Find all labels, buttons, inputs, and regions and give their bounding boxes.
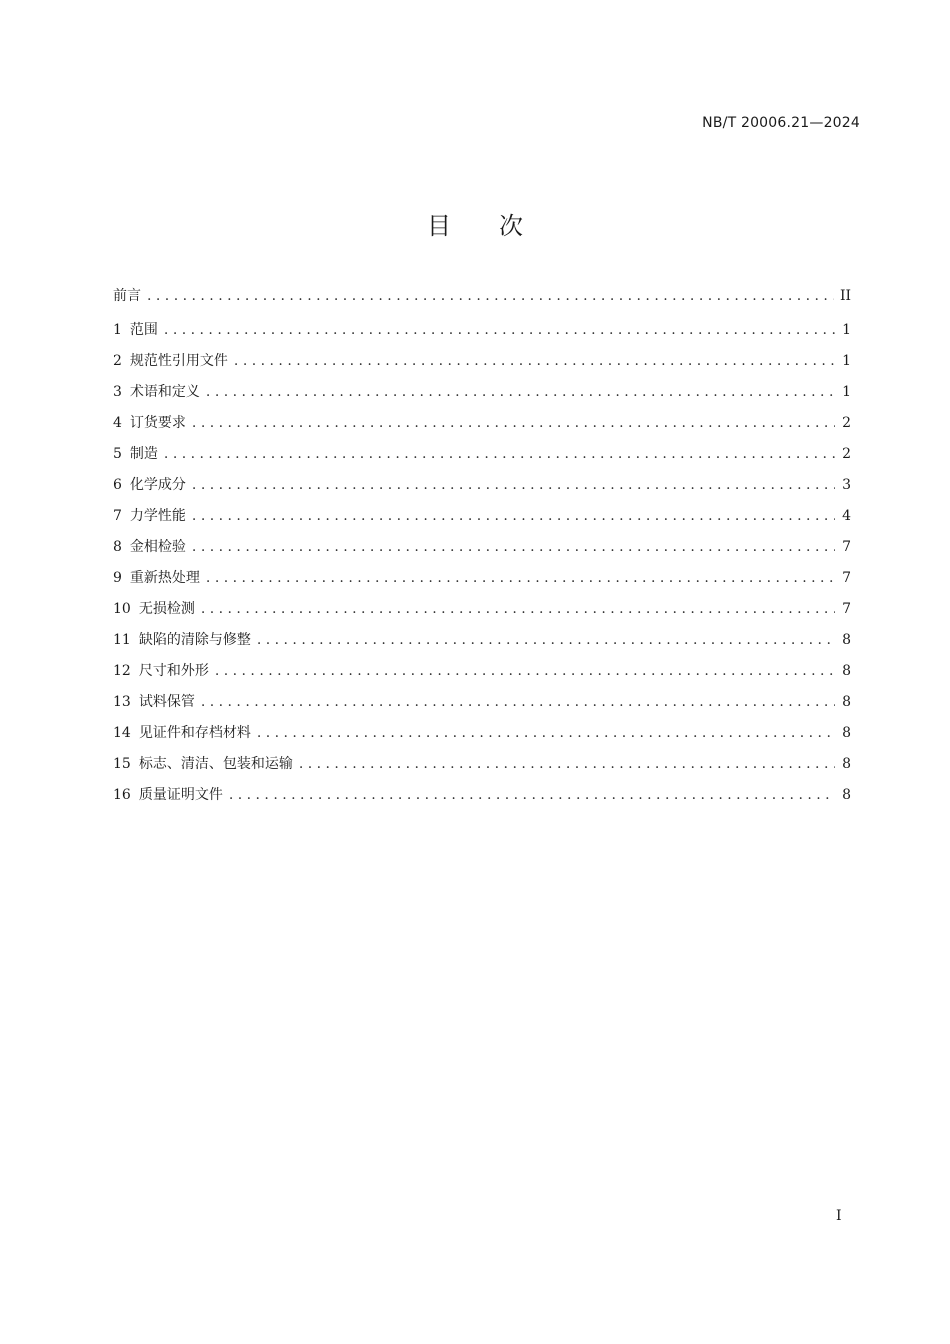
- toc-entry-number: 7: [113, 508, 122, 524]
- toc-leader-dots: [257, 725, 835, 741]
- toc-heading-char-1: 目: [427, 212, 451, 240]
- toc-leader-dots: [206, 384, 835, 400]
- toc-leader-dots: [164, 446, 835, 462]
- toc-entry-number: 3: [113, 384, 122, 400]
- toc-leader-dots: [192, 539, 835, 555]
- toc-entry-number: 8: [113, 539, 122, 555]
- toc-leader-dots: [192, 415, 835, 431]
- toc-entry-8[interactable]: [113, 536, 851, 567]
- toc-entry-label: 术语和定义: [129, 384, 200, 400]
- toc-entry-label: 化学成分: [129, 477, 186, 493]
- toc-leader-dots: [192, 477, 835, 493]
- toc-entry-number: 14: [113, 725, 131, 741]
- toc-entry-label: 质量证明文件: [138, 787, 223, 803]
- toc-entry-number: 12: [113, 663, 131, 679]
- page-number: I: [836, 1208, 842, 1224]
- toc-entry-label: 试料保管: [138, 694, 195, 710]
- toc-leader-dots: [192, 508, 835, 524]
- toc-entry-label: 缺陷的清除与修整: [138, 632, 251, 648]
- toc-leader-dots: [229, 787, 835, 803]
- toc-entry-6[interactable]: [113, 474, 851, 505]
- toc-entry-7[interactable]: [113, 505, 851, 536]
- toc-entry-page: 3: [842, 477, 851, 493]
- toc-leader-dots: [234, 353, 835, 369]
- toc-entry-13[interactable]: [113, 691, 851, 722]
- toc-leader-dots: [299, 756, 835, 772]
- toc-heading-char-2: 次: [499, 212, 523, 240]
- toc-entry-9[interactable]: [113, 567, 851, 598]
- toc-leader-dots: [215, 663, 835, 679]
- toc-leader-dots: [164, 322, 835, 338]
- toc-entry-page: 2: [842, 415, 851, 431]
- toc-entry-label: 重新热处理: [129, 570, 200, 586]
- toc-entry-number: 16: [113, 787, 131, 803]
- toc-entry-10[interactable]: [113, 598, 851, 629]
- toc-entry-page: 8: [842, 725, 851, 741]
- toc-entry-5[interactable]: [113, 443, 851, 474]
- toc-entry-number: 2: [113, 353, 122, 369]
- toc-entry-label: 制造: [129, 446, 158, 462]
- document-code: NB/T 20006.21—2024: [702, 115, 860, 131]
- toc-entry-label: 规范性引用文件: [129, 353, 228, 369]
- toc-entry-12[interactable]: [113, 660, 851, 691]
- toc-leader-dots: [257, 632, 835, 648]
- toc-entry-11[interactable]: [113, 629, 851, 660]
- toc-entry-page: 7: [842, 570, 851, 586]
- toc-entry-page: 8: [842, 756, 851, 772]
- toc-entry-number: 4: [113, 415, 122, 431]
- toc-entry-label: 范围: [129, 322, 158, 338]
- toc-entry-number: 1: [113, 322, 122, 338]
- toc-entry-page: 1: [842, 384, 851, 400]
- toc-entry-3[interactable]: [113, 381, 851, 412]
- toc-entry-foreword[interactable]: [113, 285, 851, 319]
- toc-entry-label: 尺寸和外形: [138, 663, 209, 679]
- toc-entry-number: 10: [113, 601, 131, 617]
- toc-entry-1[interactable]: [113, 319, 851, 350]
- toc-entry-page: 8: [842, 663, 851, 679]
- toc-entry-page: 7: [842, 601, 851, 617]
- toc-entry-label: 力学性能: [129, 508, 186, 524]
- toc-leader-dots: [147, 288, 834, 304]
- table-of-contents: [113, 285, 851, 815]
- toc-entry-label: 金相检验: [129, 539, 186, 555]
- toc-leader-dots: [201, 601, 835, 617]
- toc-entry-page: 8: [842, 787, 851, 803]
- toc-entry-page: 1: [842, 322, 851, 338]
- toc-entry-label: 订货要求: [129, 415, 186, 431]
- toc-entry-label: 无损检测: [138, 601, 195, 617]
- toc-entry-15[interactable]: [113, 753, 851, 784]
- toc-entry-page: 8: [842, 694, 851, 710]
- toc-entry-page: II: [839, 288, 851, 304]
- toc-entry-label: 标志、清洁、包装和运输: [138, 756, 293, 772]
- toc-entry-label: 见证件和存档材料: [138, 725, 251, 741]
- toc-entry-page: 1: [842, 353, 851, 369]
- toc-entry-14[interactable]: [113, 722, 851, 753]
- toc-entry-number: 9: [113, 570, 122, 586]
- toc-entry-4[interactable]: [113, 412, 851, 443]
- toc-heading: [0, 206, 950, 241]
- toc-leader-dots: [206, 570, 835, 586]
- toc-entry-number: 5: [113, 446, 122, 462]
- toc-entry-number: 6: [113, 477, 122, 493]
- toc-entry-page: 2: [842, 446, 851, 462]
- toc-entry-2[interactable]: [113, 350, 851, 381]
- toc-entry-number: 15: [113, 756, 131, 772]
- toc-entry-label: 前言: [113, 288, 141, 304]
- toc-leader-dots: [201, 694, 835, 710]
- toc-entry-page: 7: [842, 539, 851, 555]
- toc-entry-number: 13: [113, 694, 131, 710]
- toc-entry-page: 8: [842, 632, 851, 648]
- toc-entry-16[interactable]: [113, 784, 851, 815]
- toc-entry-number: 11: [113, 632, 131, 648]
- toc-entry-page: 4: [842, 508, 851, 524]
